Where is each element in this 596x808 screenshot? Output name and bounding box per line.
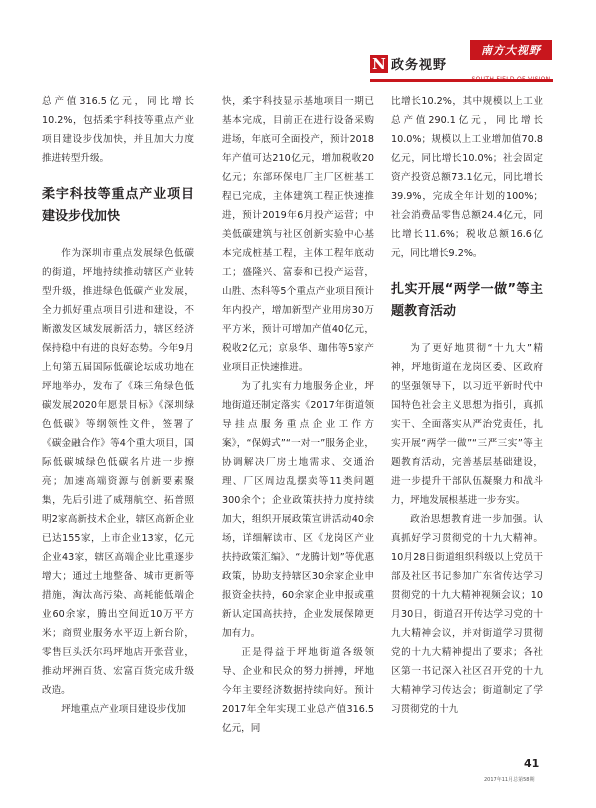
paragraph: 坪地重点产业项目建设步伐加 xyxy=(61,704,186,715)
paragraph: 比增长10.2%，其中规模以上工业总产值290.1亿元，同比增长10.0%；规模以上工业增加值70.8亿元，同比增长10.0%；社会固定资产投资总额73.1亿元，同比增长39.9%，完成全年计划的100%；社会消费品零售总额24.4亿元，同比增长11.6%；税收总额16.6亿元，同比增长9.2%。 xyxy=(391,96,543,259)
paragraph: 为了更好地贯彻“十九大”精神，坪地街道在龙岗区委、区政府的坚强领导下，以习近平新时代中国特色社会主义思想为指引，真抓实干、全面落实从严治党责任，扎实开展“两学一做”“三严三实”等主题教育活动，完善基层基础建设，进一步提升干部队伍凝聚力和战斗力，坪地发展根基进一步夯实。 xyxy=(391,343,543,506)
paragraph: 作为深圳市重点发展绿色低碳的街道，坪地持续推动辖区产业转型升级，推进绿色低碳产业发展，全力抓好重点项目引进和建设，不断激发区域发展新活力，辖区经济保持稳中有进的良好态势。今年9月上旬第五届国际低碳论坛成功地在坪地举办，发布了《珠三角绿色低碳发展2020年愿景目标》《深圳绿色低碳》等纲领性文件，签署了《碳金融合作》等4个重大项目，国际低碳城绿色低碳名片进一步擦亮；加速高端资源与创新要素聚集，先后引进了威翔航空、拓普照明2家高新技术企业，辖区高新企业已达155家，上市企业13家，亿元企业43家，辖区高端企业比重逐步增大；通过土地整备、城市更新等措施，淘汰高污染、高耗能低端企业60余家，腾出空间近10万平方米；商贸业服务水平迈上新台阶，零售巨头沃尔玛坪地店开张营业，推动坪洲百货、宏富百货完成升级改造。 xyxy=(42,248,194,696)
page-number: 41 xyxy=(524,757,540,770)
paragraph: 为了扎实有力地服务企业，坪地街道还制定落实《2017年街道领导挂点服务重点企业工作方案》，“保姆式”“一对一”服务企业，协调解决厂房土地需求、交通治理、厂区周边乱摆卖等11类问题300余个；企业政策扶持力度持续加大，组织开展政策宣讲活动40余场，详细解读市、区《龙岗区产业扶持政策汇编》、“龙腾计划”等优惠政策，协助支持辖区30余家企业申报资金扶持，60余家企业申报或重新认定国高扶持，企业发展保障更加有力。 xyxy=(222,381,374,639)
section-heading: 扎实开展“两学一做”等主题教育活动 xyxy=(391,282,543,319)
paragraph: 总产值316.5亿元，同比增长10.2%，包括柔宇科技等重点产业项目建设步伐加快，并且加大力度推进转型升级。 xyxy=(42,96,194,164)
brand-mark xyxy=(470,40,552,83)
column-2 xyxy=(222,92,374,738)
section-logo xyxy=(370,54,447,73)
column-1 xyxy=(42,92,194,719)
section-heading: 柔宇科技等重点产业项目建设步伐加快 xyxy=(42,187,194,224)
issue-label: 2017年11月总第58期 xyxy=(484,777,535,783)
brand-name-cn: 南方大视野 xyxy=(470,40,552,60)
column-3 xyxy=(391,92,543,719)
logo-n-icon: N xyxy=(370,55,388,73)
paragraph: 政治思想教育进一步加强。认真抓好学习贯彻党的十九大精神。10月28日街道组织科级以上党员干部及社区书记参加广东省传达学习贯彻党的十九大精神视频会议；10月30日，街道召开传达学习党的十九大精神会议，并对街道学习贯彻党的十九大精神提出了要求；各社区第一书记深入社区召开党的十九大精神学习传达会；街道制定了学习贯彻党的十九 xyxy=(391,514,543,715)
header-divider xyxy=(370,79,553,82)
paragraph: 快，柔宇科技显示基地项目一期已基本完成，目前正在进行设备采购进场，年底可全面投产，预计2018年产值可达210亿元，增加税收20亿元；东部环保电厂主厂区桩基工程已完成，主体建筑工程正快速推进，预计2019年6月投产运营；中美低碳建筑与社区创新实验中心基本完成桩基工程，主体工程年底动工；盛隆兴、富泰和已投产运营，山胜、杰科等5个重点产业项目预计年内投产，增加新型产业用房30万平方米，预计可增加产值40亿元，税收2亿元；京泉华、珈伟等5家产业项目正快速推进。 xyxy=(222,96,374,373)
section-title: 政务视野 xyxy=(391,58,448,73)
paragraph: 正是得益于坪地街道各级领导、企业和民众的努力拼搏，坪地今年主要经济数据持续向好。预计2017年全年实现工业总产值316.5亿元，同 xyxy=(222,647,374,734)
